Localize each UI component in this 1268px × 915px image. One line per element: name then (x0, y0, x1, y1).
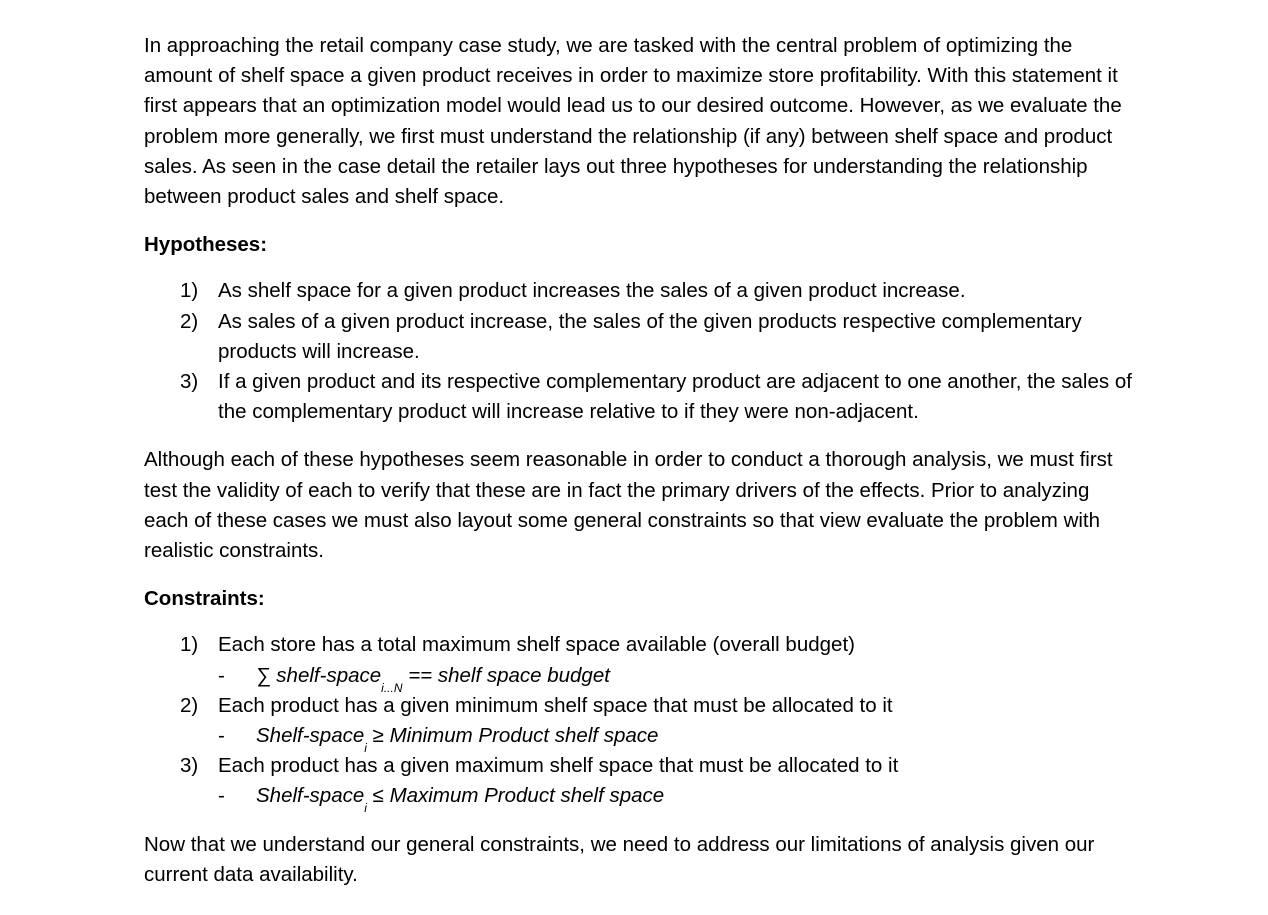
hypothesis-item (144, 276, 1134, 306)
constraint-text: Each product has a given minimum shelf space that must be allocated to it (218, 693, 893, 717)
hypotheses-list (144, 276, 1134, 427)
intro-paragraph: In approaching the retail company case study, we are tasked with the central problem of optimizing the amount of shelf space a given product receives in order to maximize store profitability. With this statement it first appears that an optimization model would lead us to our desired outcome. However, as we evaluate the problem more generally, we first must understand the relationship (if any) between shelf space and product sales. As seen in the case detail the retailer lays out three hypotheses for understanding the relationship between product sales and shelf space. (144, 34, 1122, 209)
middle-paragraph: Although each of these hypotheses seem reasonable in order to conduct a thorough analysis, we must first test the validity of each to verify that these are in fact the primary drivers of the effects. Prior to analyzing each of these cases we must also layout some general constraints so that view evaluate the problem with realistic constraints. (144, 448, 1113, 563)
constraint-text: Each product has a given maximum shelf space that must be allocated to it (218, 754, 899, 778)
formula-subscript: i (364, 741, 367, 756)
list-number: 3) (180, 370, 199, 394)
dash-bullet: - (218, 663, 225, 687)
list-number: 2) (180, 309, 199, 333)
dash-bullet: - (218, 784, 225, 808)
list-number: 2) (180, 693, 199, 717)
hypothesis-text: If a given product and its respective complementary product are adjacent to one another, the sales of the complementary product will increase relative to if they were non-adjacent. (218, 370, 1132, 424)
list-number: 1) (180, 633, 199, 657)
constraint-formula (218, 721, 1134, 756)
formula-main: Shelf-space (256, 724, 365, 748)
formula-rest: == shelf space budget (402, 663, 610, 687)
hypothesis-text: As shelf space for a given product increases the sales of a given product increase. (218, 279, 966, 303)
hypothesis-text: As sales of a given product increase, the sales of the given products respective complementary products will increase. (218, 309, 1082, 363)
constraints-list (144, 630, 1134, 816)
formula-subscript: i...N (381, 680, 403, 695)
constraint-text: Each store has a total maximum shelf space available (overall budget) (218, 633, 855, 657)
list-number: 1) (180, 279, 199, 303)
constraint-item (144, 630, 1134, 695)
list-number: 3) (180, 754, 199, 778)
conclusion-paragraph: Now that we understand our general constraints, we need to address our limitations of analysis given our current data availability. (144, 832, 1095, 886)
formula-main: Shelf-space (256, 784, 365, 808)
document-page (144, 31, 1134, 908)
constraint-formula (218, 781, 1134, 816)
constraint-item (144, 751, 1134, 816)
constraints-heading: Constraints: (144, 587, 265, 611)
formula-rest: ≥ Minimum Product shelf space (366, 724, 659, 748)
formula-subscript: i (364, 801, 367, 816)
hypothesis-item (144, 367, 1134, 427)
constraint-item (144, 691, 1134, 756)
hypotheses-heading: Hypotheses: (144, 233, 268, 257)
formula-main: ∑ shelf-space (256, 663, 382, 687)
dash-bullet: - (218, 724, 225, 748)
constraint-formula (218, 661, 1134, 695)
formula-rest: ≤ Maximum Product shelf space (366, 784, 665, 808)
hypothesis-item (144, 307, 1134, 367)
